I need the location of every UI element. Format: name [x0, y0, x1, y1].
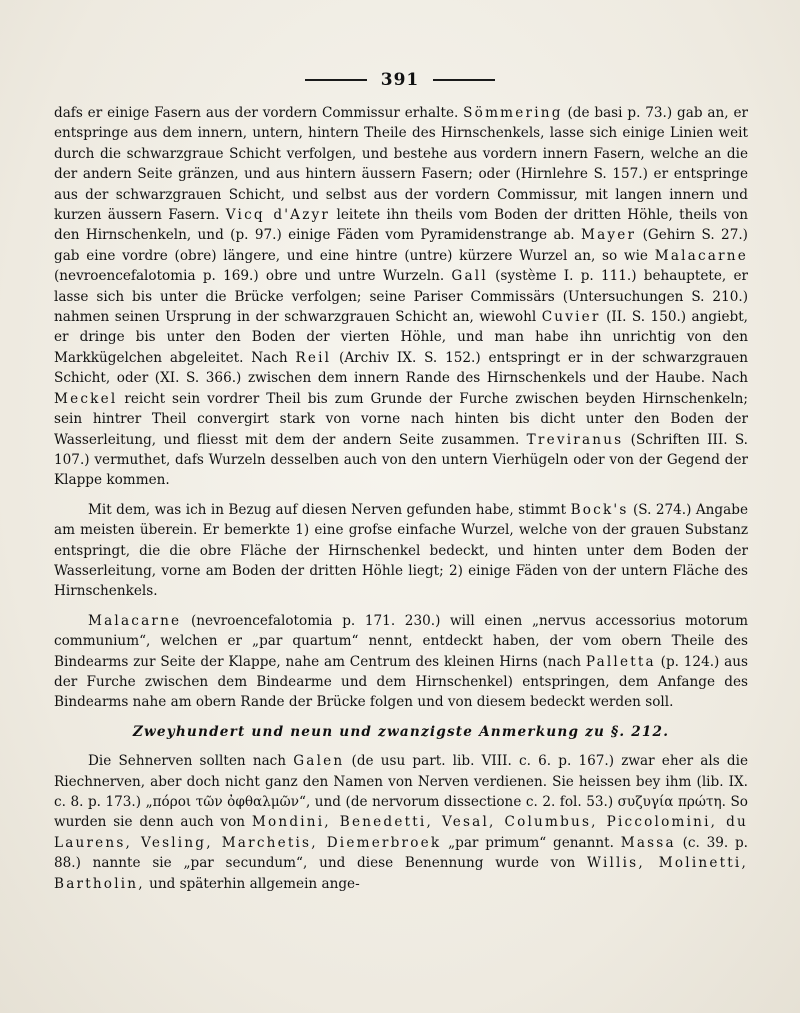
paragraph-gap	[54, 713, 748, 722]
paragraph-gap	[54, 491, 748, 500]
text-run: (Schriften III. S. 107.) vermuthet, dafs Wurzeln desselben auch von den untern Vierhügeln oder von der Gegend der Klappe kommen.	[54, 431, 748, 489]
page-number: 391	[380, 70, 420, 90]
spaced-name: Malacarne	[88, 612, 182, 629]
spaced-name: Galen	[293, 753, 345, 770]
paragraph-gap	[54, 742, 748, 751]
page-body	[54, 103, 748, 894]
text-run: (système I. p. 111.) behauptete, er lasse sich bis unter die Brücke verfolgen; seine Pariser Commissärs (Untersuchungen S. 210.) nahmen seinen Ursprung in der schwarzgrauen Schicht an, wiewohl	[54, 268, 748, 326]
text-run: (nevroencefalotomia p. 171. 230.) will einen „nervus accessorius motorum communium“, welchen er „par quartum“ nennt, entdeckt haben, der vom obern Theile des Bindearms zur Seite der Klappe, nahe am Centrum des kleinen Hirns (nach	[54, 612, 748, 670]
text-run: (Archiv IX. S. 152.) entspringt er in der schwarzgrauen Schicht, oder (XI. S. 366.) zwischen dem innern Rande des Hirnschenkels und der Haube. Nach	[54, 349, 748, 387]
text-run: „par primum“ genannt.	[441, 834, 621, 851]
spaced-name: Massa	[620, 834, 676, 851]
spaced-name: Vicq d'Azyr	[225, 207, 331, 224]
spaced-name: Bock's	[570, 501, 629, 518]
paragraph	[54, 611, 748, 713]
spaced-name: Mondini, Benedetti, Vesal, Columbus, Piccolomini, du Laurens, Vesling, Marchetis, Diemerbroek	[54, 814, 749, 851]
paragraph	[54, 751, 748, 894]
text-run: (de usu part. lib. VIII. c. 6. p. 167.) zwar eher als die Riechnerven, aber doch nicht ganz den Namen von Nerven verdienen. Sie heissen bey ihm (lib. IX. c. 8. p. 173.) „πόροι τῶν ὀφθαλμῶν“, und (de nervorum dissectione c. 2. fol. 53.) συζυγία πρώτη. So wurden sie denn auch von	[54, 753, 748, 831]
header-rule-right	[433, 79, 495, 81]
paragraph	[54, 500, 748, 602]
text-run: reicht sein vordrer Theil bis zum Grunde der Furche zwischen beyden Hirnschenkeln; sein hintrer Theil convergirt stark von vorne nach hinten bis dicht unter den Boden der Wasserleitung, und fliesst mit dem der andern Seite zusammen.	[54, 390, 748, 448]
spaced-name: Malacarne	[654, 247, 748, 264]
text-run: (c. 39. p. 88.) nannte sie „par secundum“, und diese Benennung wurde von	[54, 834, 748, 872]
section-heading: Zweyhundert und neun und zwanzigste Anmerkung zu §. 212.	[132, 723, 670, 740]
page-header	[0, 70, 800, 90]
text-run: und späterhin allgemein ange-	[144, 875, 360, 892]
paragraph	[54, 103, 748, 491]
text-run: Die Sehnerven sollten nach	[88, 753, 294, 770]
text-run: (p. 124.) aus der Furche zwischen dem Bindearme und dem Hirnschenkel) entspringen, dem Anfange des Bindearms nahe am obern Rande der Brücke folgen und von diesem bedeckt werden soll.	[54, 653, 748, 711]
text-run: (nevroencefalotomia p. 169.) obre und untre Wurzeln.	[54, 268, 452, 285]
spaced-name: Meckel	[54, 390, 118, 407]
text-run: (de basi p. 73.) gab an, er entspringe aus dem innern, untern, hintern Theile des Hirnschenkels, lasse sich einige Linien weit durch die schwarzgraue Schicht verfolgen, und bestehe aus vordern innern Fasern, welche an die der andern Seite gränzen, und aus hintern äussern Fasern; oder (Hirnlehre S. 157.) er entspringe aus der schwarzgrauen Schicht, und selbst aus der vordern Commissur, mit langen innern und kurzen äussern Fasern.	[54, 105, 748, 224]
spaced-name: Sömmering	[463, 105, 563, 121]
text-run: (II. S. 150.) angiebt, er dringe bis unter den Boden der vierten Höhle, und man habe ihn unrichtig von den Markkügelchen abgeleitet. Nach	[54, 309, 748, 366]
text-run: (S. 274.) Angabe am meisten überein. Er bemerkte 1) eine grofse einfache Wurzel, welche von der grauen Substanz entspringt, die die obre Fläche der Hirnschenkel bedeckt, und hinten unter dem Boden der Wasserleitung, vorne am Boden der dritten Höhle liegt; 2) einige Fäden von der untern Fläche des Hirnschenkels.	[54, 501, 748, 600]
text-run: leitete ihn theils vom Boden der dritten Höhle, theils von den Hirnschenkeln, und (p. 97.) einige Fäden vom Pyramidenstrange ab.	[54, 207, 749, 244]
spaced-name: Gall	[451, 268, 488, 285]
spaced-name: Reil	[295, 349, 332, 366]
spaced-name: Cuvier	[541, 309, 601, 326]
spaced-name: Palletta	[585, 653, 656, 670]
spaced-name: Mayer	[580, 227, 637, 244]
paragraph-gap	[54, 602, 748, 611]
text-run: dafs er einige Fasern aus der vordern Commissur erhalte.	[54, 105, 464, 121]
spaced-name: Treviranus	[526, 431, 624, 448]
text-run: (Gehirn S. 27.) gab eine vordre (obre) längere, und eine hintre (untre) kürzere Wurzel an, so wie	[54, 227, 748, 264]
header-rule-left	[305, 79, 367, 81]
spaced-name: Willis, Molinetti, Bartholin,	[54, 855, 748, 892]
text-run: Mit dem, was ich in Bezug auf diesen Nerven gefunden habe, stimmt	[88, 501, 571, 518]
